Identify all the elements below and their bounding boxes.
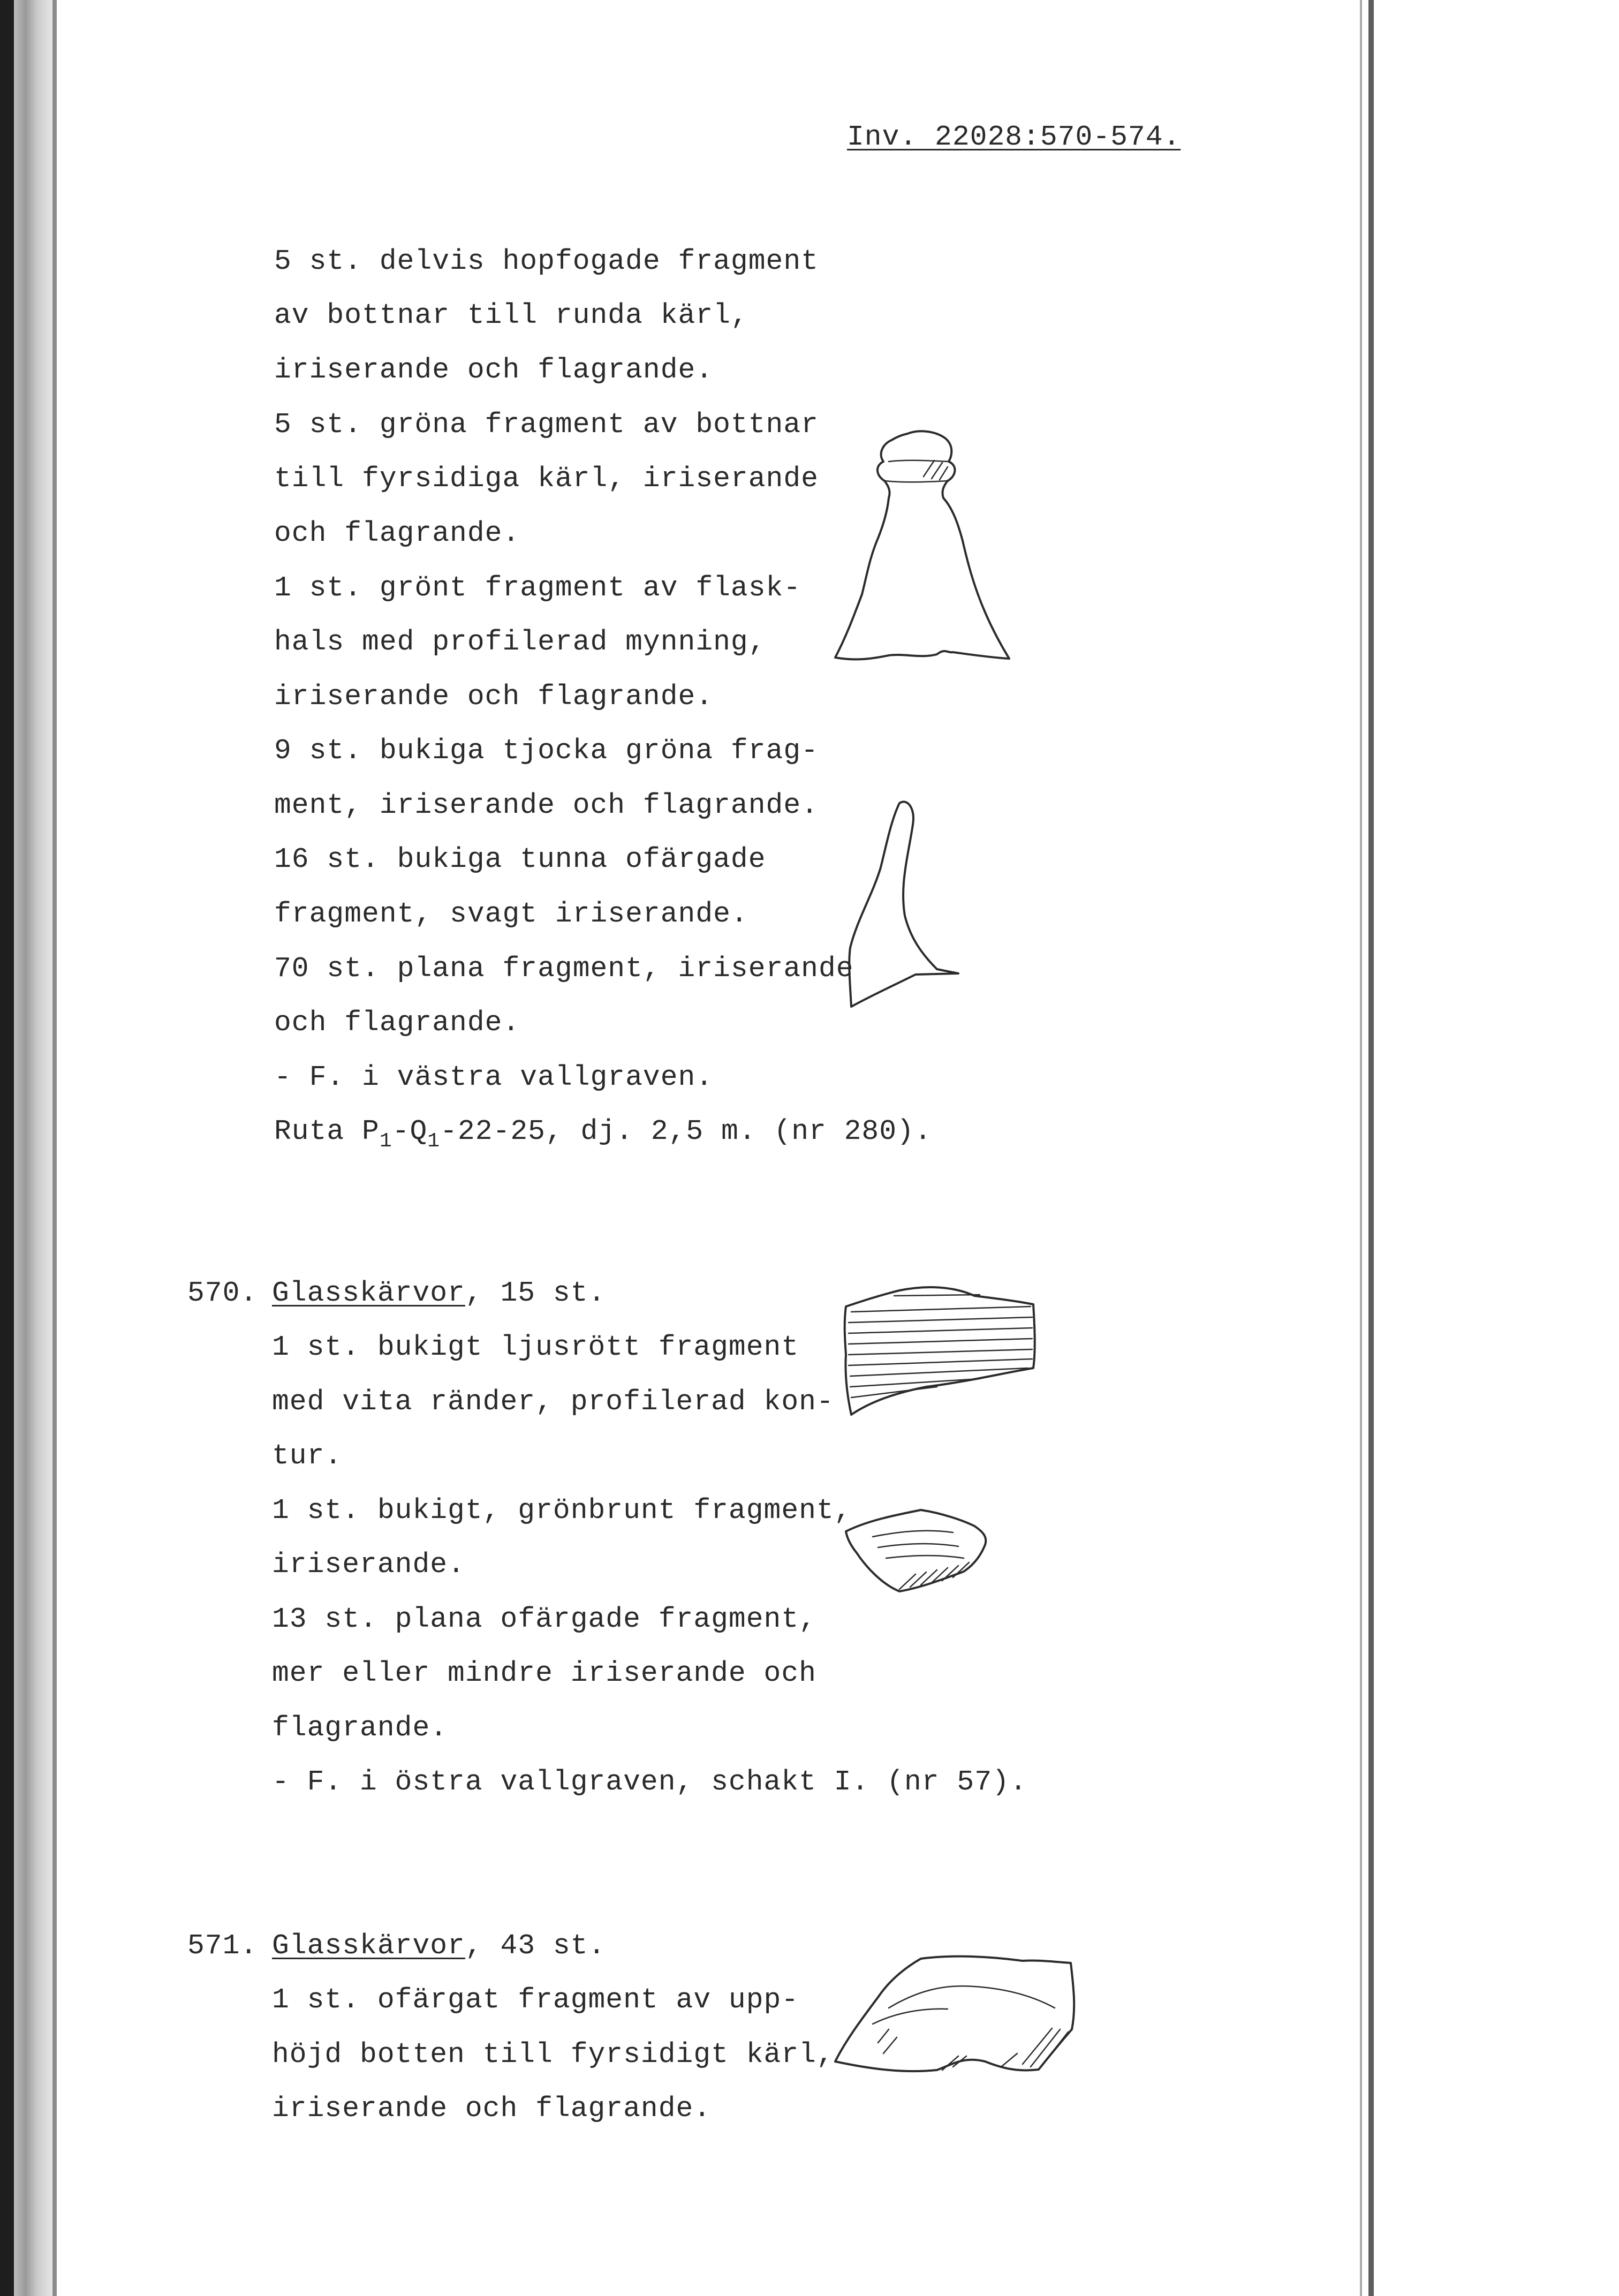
raised-base-fragment-sketch: [824, 1949, 1103, 2104]
binding-gutter: [14, 0, 52, 2296]
text-line: iriserande och flagrande.: [274, 681, 714, 713]
bottle-neck-fragment-sketch: [824, 423, 1028, 669]
curved-fragment-sketch: [835, 1499, 1001, 1601]
striped-fragment-sketch: [819, 1274, 1044, 1435]
text-line: ment, iriserande och flagrande.: [274, 789, 819, 821]
text-line: iriserande.: [272, 1549, 465, 1581]
entry-heading: [272, 1930, 606, 1962]
text-line: 5 st. delvis hopfogade fragment: [274, 245, 819, 277]
entry-heading: [272, 1277, 606, 1309]
binding-edge: [52, 0, 57, 2296]
text-line: och flagrande.: [274, 517, 520, 549]
text-line: iriserande och flagrande.: [274, 354, 714, 386]
triangular-fragment-sketch: [835, 792, 974, 1017]
text-line: hals med profilerad mynning,: [274, 626, 766, 658]
text-line: 70 st. plana fragment, iriserande: [274, 953, 854, 985]
entry-count: , 15 st.: [465, 1277, 606, 1309]
inventory-reference: Inv. 22028:570-574.: [847, 121, 1181, 153]
text-line: med vita ränder, profilerad kon-: [272, 1386, 834, 1418]
ruta-mid: -Q: [392, 1115, 428, 1147]
entry-number: 570.: [187, 1277, 258, 1309]
find-location: - F. i västra vallgraven.: [274, 1061, 714, 1093]
ruta-subscript: 1: [427, 1130, 441, 1153]
text-line: och flagrande.: [274, 1007, 520, 1039]
text-line: 13 st. plana ofärgade fragment,: [272, 1603, 816, 1635]
ruta-subscript: 1: [379, 1130, 392, 1153]
ruta-suffix: -22-25, dj. 2,5 m. (nr 280).: [440, 1115, 932, 1147]
text-line: mer eller mindre iriserande och: [272, 1657, 816, 1689]
text-line: 1 st. ofärgat fragment av upp-: [272, 1984, 799, 2016]
text-line: till fyrsidiga kärl, iriserande: [274, 463, 819, 495]
entry-count: , 43 st.: [465, 1930, 606, 1962]
text-line: höjd botten till fyrsidigt kärl,: [272, 2038, 834, 2071]
text-line: fragment, svagt iriserande.: [274, 898, 748, 930]
ruta-prefix: Ruta P: [274, 1115, 380, 1147]
page-edge-shadow: [1360, 0, 1362, 2296]
entry-title: Glasskärvor: [272, 1277, 465, 1309]
text-line: flagrande.: [272, 1712, 448, 1744]
text-line: av bottnar till runda kärl,: [274, 299, 748, 331]
text-line: 5 st. gröna fragment av bottnar: [274, 409, 819, 441]
text-line: tur.: [272, 1440, 343, 1472]
find-location: - F. i östra vallgraven, schakt I. (nr 57).: [272, 1766, 1027, 1798]
page-right-edge: [1368, 0, 1374, 2296]
text-line: 9 st. bukiga tjocka gröna frag-: [274, 735, 819, 767]
grid-square-reference: [274, 1115, 932, 1153]
binding-spine: [0, 0, 14, 2296]
text-line: iriserande och flagrande.: [272, 2093, 712, 2125]
entry-title: Glasskärvor: [272, 1930, 465, 1962]
text-line: 1 st. bukigt ljusrött fragment: [272, 1331, 799, 1363]
text-line: 16 st. bukiga tunna ofärgade: [274, 843, 766, 875]
text-line: 1 st. grönt fragment av flask-: [274, 572, 801, 604]
entry-number: 571.: [187, 1930, 258, 1962]
text-line: 1 st. bukigt, grönbrunt fragment,: [272, 1494, 852, 1527]
